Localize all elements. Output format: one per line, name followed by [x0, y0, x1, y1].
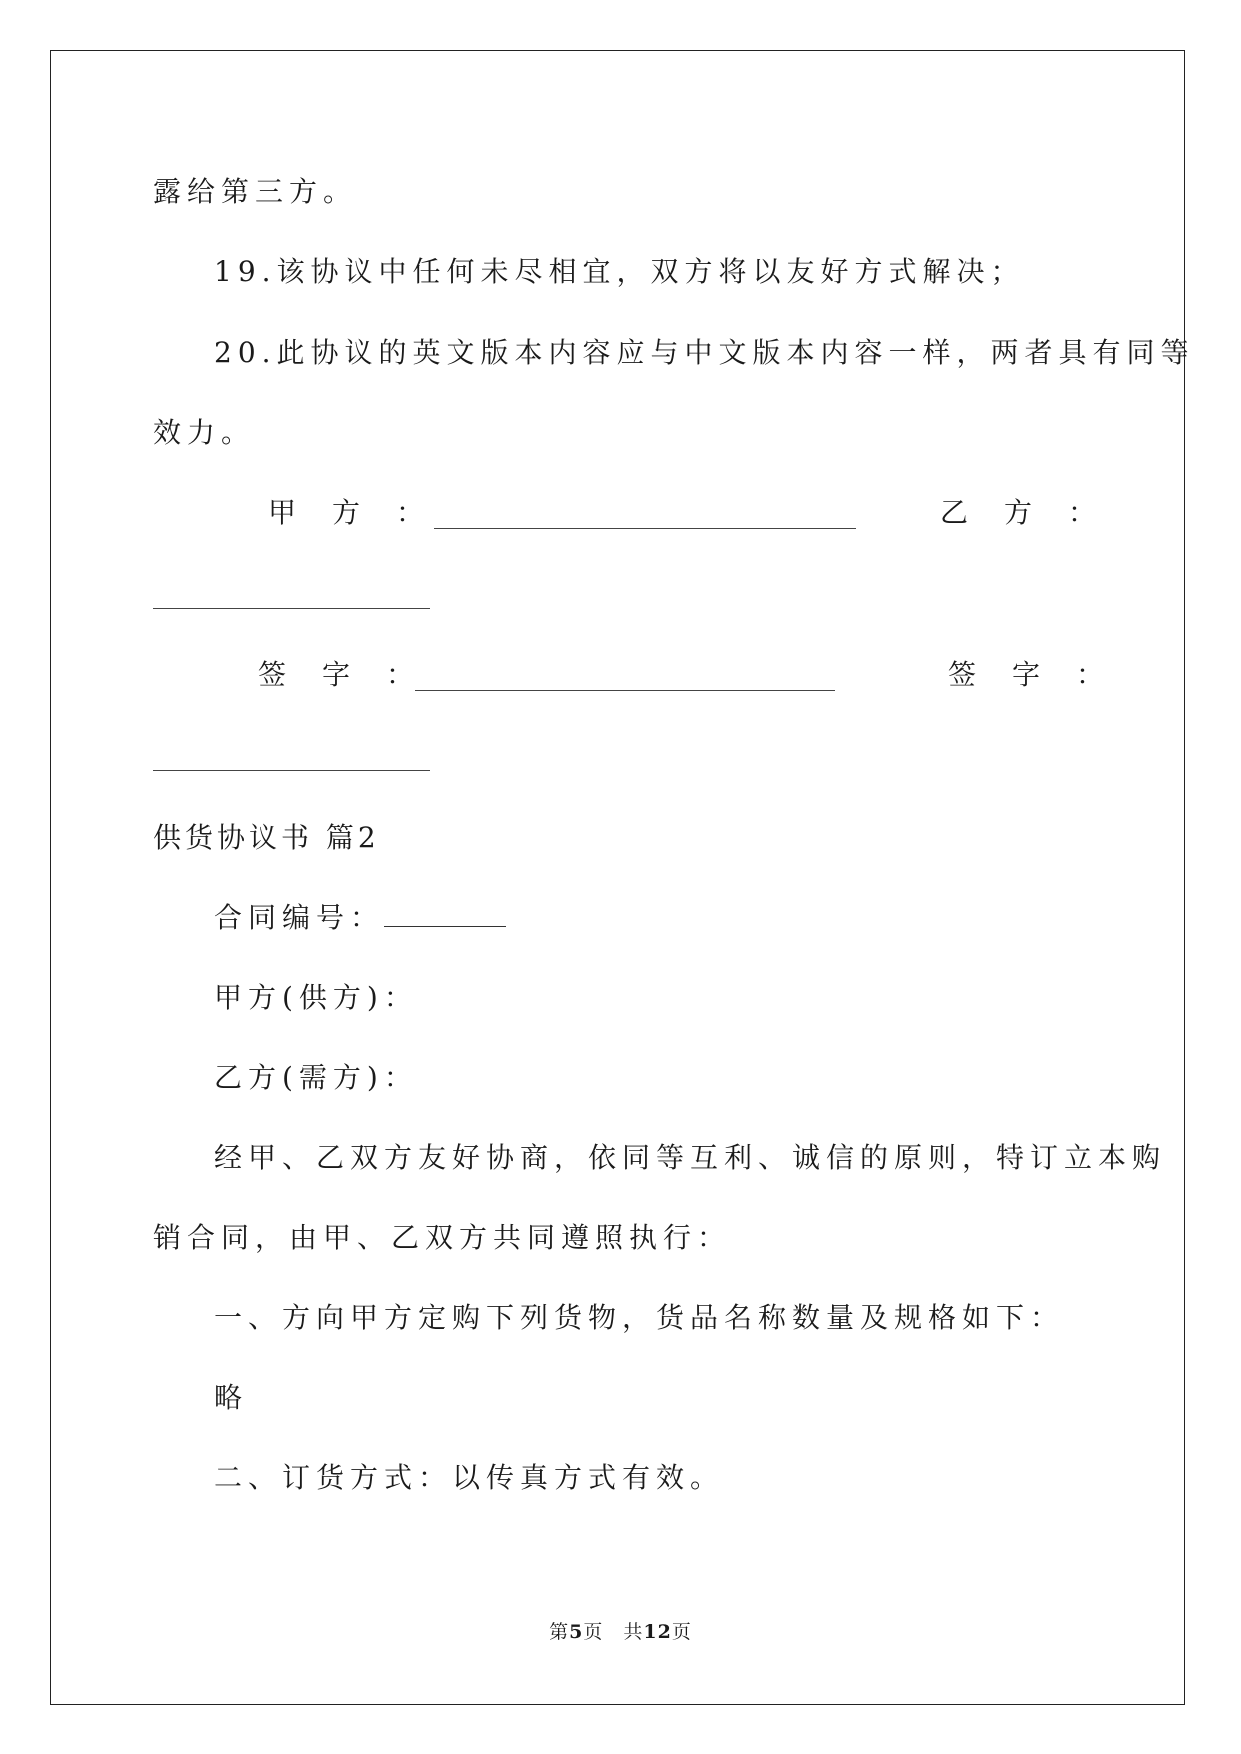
footer-suffix: 页 — [671, 1621, 692, 1643]
item-1: 一、方向甲方定购下列货物，货品名称数量及规格如下： — [214, 1301, 1065, 1334]
footer-page-num: 5 — [569, 1621, 584, 1643]
contract-no-text: 合同编号： — [214, 901, 385, 934]
sign-b-label: 签 字 ： — [948, 658, 1109, 691]
contract-no-blank — [384, 900, 506, 927]
clause-20: 20.此协议的英文版本内容应与中文版本内容一样，两者具有同等 — [214, 336, 1195, 369]
item-1-detail: 略 — [214, 1381, 249, 1414]
section-title: 供货协议书 篇2 — [153, 821, 380, 854]
sign-a-blank — [415, 690, 835, 691]
sign-a-label: 签 字 ： — [258, 658, 419, 691]
page-border — [50, 50, 1185, 1705]
sign-b-blank — [153, 770, 430, 771]
page-footer — [0, 1620, 1241, 1644]
footer-prefix: 第 — [549, 1621, 570, 1643]
clause-19: 19.该协议中任何未尽相宜，双方将以友好方式解决； — [214, 255, 1025, 288]
buyer-line: 乙方(需方)： — [214, 1061, 418, 1094]
party-b-label: 乙 方 ： — [940, 496, 1101, 529]
party-b-blank — [153, 608, 430, 609]
paragraph-1-cont: 销合同，由甲、乙双方共同遵照执行： — [153, 1221, 732, 1254]
supplier-line: 甲方(供方)： — [214, 981, 418, 1014]
text-line: 露给第三方。 — [153, 175, 358, 208]
party-a-label: 甲 方 ： — [268, 496, 429, 529]
item-2: 二、订货方式：以传真方式有效。 — [214, 1461, 725, 1494]
footer-page-total: 12 — [643, 1621, 672, 1643]
footer-mid: 页 共 — [583, 1621, 644, 1643]
clause-20-cont: 效力。 — [153, 416, 256, 449]
paragraph-1: 经甲、乙双方友好协商，依同等互利、诚信的原则，特订立本购 — [214, 1141, 1167, 1174]
contract-no-label — [214, 898, 506, 938]
party-a-blank — [434, 528, 856, 529]
